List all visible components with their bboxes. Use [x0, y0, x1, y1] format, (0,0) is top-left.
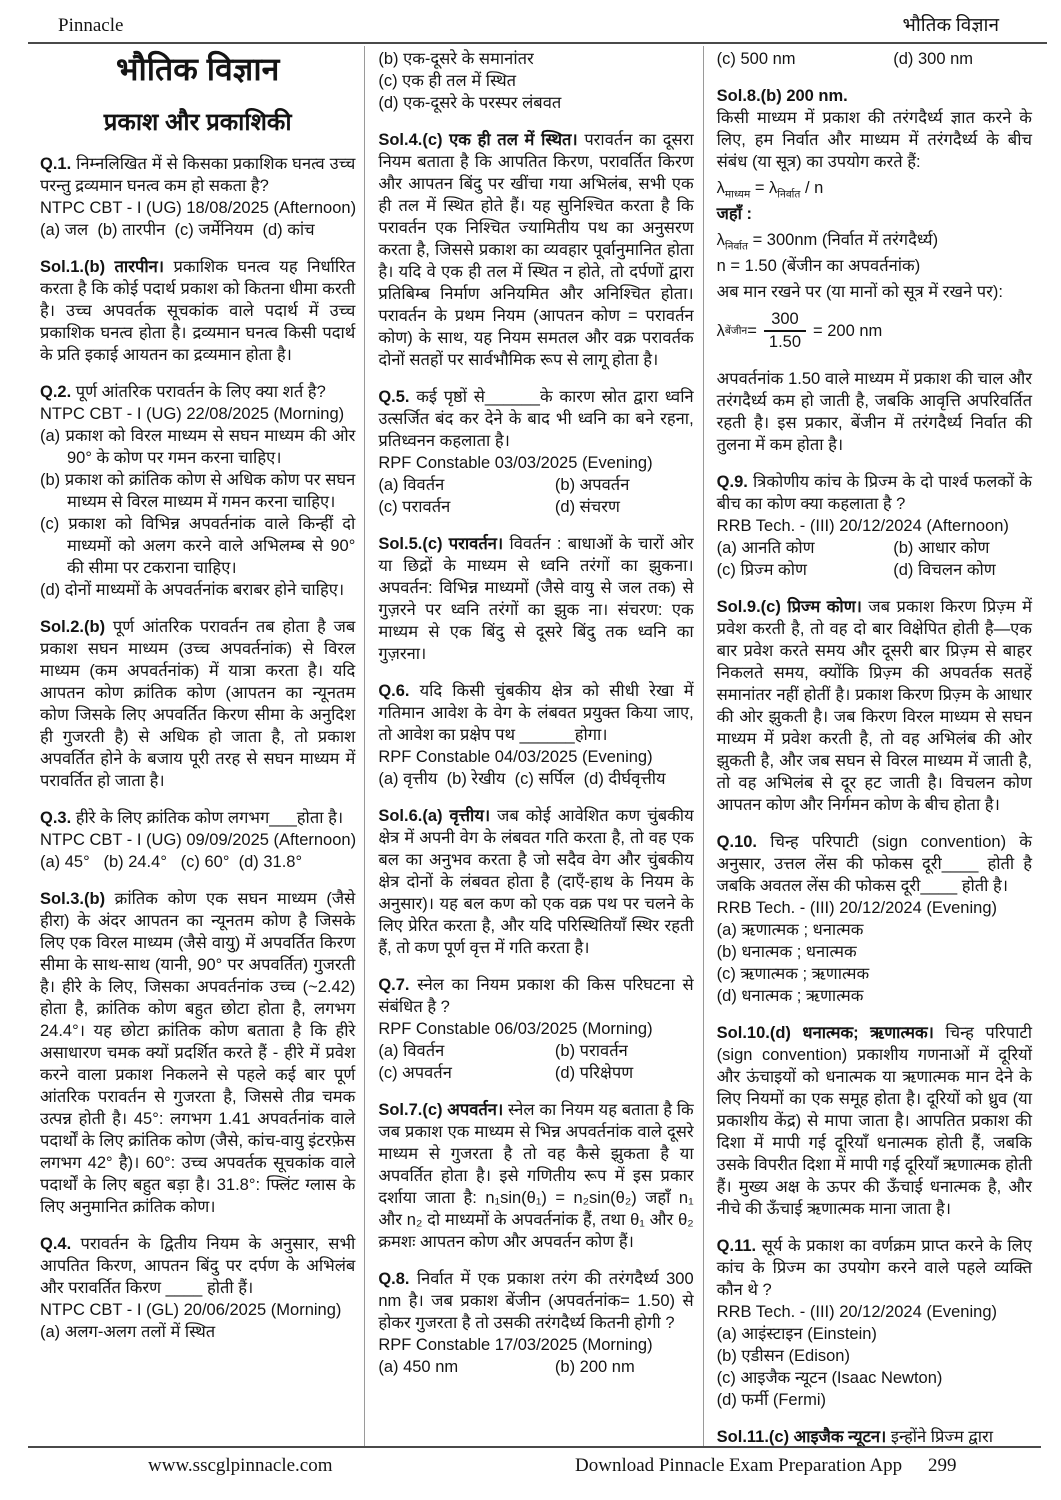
text-run: जब कोई आवेशित कण चुंबकीय क्षेत्र में अपनी वेग के लंबवत गति करता है, तो वह एक बल का अनुभव करता है जो सदैव वेग और चुंबकीय क्षेत्र दोनों के लंबवत होता है (दाएँ-हाथ के नियम के अनुसार)। यह बल कण को एक वक्र पथ पर चलने के लिए प्रेरित करता है, और यदि परिस्थितियाँ स्थिर रहती हैं, तो कण पूर्ण वृत्त में गति करता है।	[378, 807, 694, 957]
solution-paragraph	[378, 129, 693, 371]
option-item: (c) ऋणात्मक ; ऋणात्मक	[716, 965, 870, 983]
solution-paragraph	[717, 1022, 1032, 1220]
bold-lead-text: Sol.2.(b)	[40, 618, 106, 636]
subscript-text: निर्वात	[724, 240, 748, 253]
bold-lead-text: Q.5.	[378, 388, 410, 406]
text-run: = 300nm (निर्वात में तरंगदैर्ध्य)	[748, 231, 939, 249]
exam-source-line: RRB Tech. - (III) 20/12/2024 (Evening)	[716, 1303, 997, 1321]
bold-lead-text: Sol.1.(b) तारपीन।	[40, 258, 165, 276]
solution-paragraph	[717, 596, 1032, 816]
text-run: पूर्ण आंतरिक परावर्तन के लिए क्या शर्त है?	[71, 383, 326, 401]
text-run: परावर्तन का दूसरा नियम बताता है कि आपतित किरण, परावर्तित किरण और आपतन बिंदु पर खींचा गया अभिलंब, सभी एक ही तल में स्थित होते हैं। यह सुनिश्चित करता है कि परावर्तन एक निश्चित ज्यामितीय पथ का अनुसरण करता है, जिससे प्रकाश का व्यवहार पूर्वानुमानित होता है। यदि वे एक ही तल में स्थित न होते, तो दर्पणों द्वारा प्रतिबिम्ब निर्माण अनियमित और अनिश्चित होता। परावर्तन के प्रथम नियम (आपतन कोण = परावर्तन कोण) के साथ, यह नियम समतल और वक्र परावर्तक दोनों सतहों पर सार्वभौमिक रूप से लागू होता है।	[378, 131, 694, 369]
exam-source-line: RRB Tech. - (III) 20/12/2024 (Afternoon)	[716, 517, 1009, 535]
option-item: (a) विवर्तन	[378, 1042, 445, 1060]
option-item: (c) अपवर्तन	[378, 1064, 452, 1082]
question-paragraph	[40, 1233, 355, 1299]
options-list	[717, 919, 1032, 1007]
text-run: = 200 nm	[813, 322, 883, 340]
options-row: (a) जल (b) तारपीन (c) जर्मेनियम (d) कांच	[40, 221, 315, 239]
question-paragraph	[717, 831, 1032, 897]
solution-paragraph	[717, 368, 1032, 456]
question-paragraph	[717, 1235, 1032, 1301]
chapter-subtitle: प्रकाश और प्रकाशिकी	[103, 109, 292, 136]
bold-lead-text: Q.3.	[40, 809, 72, 827]
bold-lead-text: Q.8.	[378, 1270, 410, 1288]
text-run: =	[747, 322, 757, 340]
option-item: (b) अपवर्तन	[554, 476, 630, 494]
formula-line	[717, 255, 1032, 277]
exam-source-line: RPF Constable 04/03/2025 (Evening)	[378, 748, 653, 766]
options-grid	[378, 1356, 693, 1378]
column-1	[40, 46, 364, 1446]
text-run: त्रिकोणीय कांच के प्रिज्म के दो पार्श्व फलकों के बीच का कोण क्या कहलाता है ?	[716, 473, 1032, 513]
option-item: (d) 300 nm	[893, 50, 974, 68]
text-run: पूर्ण आंतरिक परावर्तन तब होता है जब प्रकाश सघन माध्यम (उच्च अपवर्तनांक) से विरल माध्यम (कम अपवर्तनांक) में यात्रा करता है। यदि आपतन कोण क्रांतिक कोण (आपतन का न्यूनतम कोण जिसके लिए अपवर्तित किरण सीमा के अनुदिश ही गुजरती है) से अधिक हो जाता है, तो प्रकाश अपवर्तित होने के बजाय पूरी तरह से सघन माध्यम में परावर्तित हो जाता है।	[40, 618, 356, 790]
bold-lead-text: Sol.11.(c) आइजैक न्यूटन।	[716, 1428, 887, 1446]
question-paragraph	[378, 680, 693, 746]
question-paragraph	[40, 807, 355, 829]
solution-paragraph	[378, 1099, 693, 1253]
text-run: प्रकाशिक घनत्व यह निर्धारित करता है कि कोई पदार्थ प्रकाश को कितना धीमा करती है। उच्च अपवर्तक सूचकांक वाले पदार्थ में उच्च प्रकाशिक घनत्व होता है। द्रव्यमान घनत्व किसी पदार्थ के प्रति इकाई आयतन का द्रव्यमान होता है।	[40, 258, 356, 364]
option-item: (d) एक-दूसरे के परस्पर लंबवत	[378, 94, 562, 112]
text-run: जब प्रकाश किरण प्रिज़्म में प्रवेश करती है, तो वह दो बार विक्षेपित होती है—एक बार प्रवेश करते समय और दूसरी बार प्रिज़्म से बाहर निकलते समय, क्योंकि प्रिज़्म की अपवर्तक सतहें समानांतर नहीं होतीं है। प्रकाश किरण प्रिज़्म के आधार की ओर झुकती है। जब किरण विरल माध्यम से सघन माध्यम में प्रवेश करती है, तो वह अभिलंब की ओर झुकती है, और जब सघन से विरल माध्यम में जाती है, तो वह अभिलंब से दूर हट जाती है। विचलन कोण आपतन कोण और निर्गमन कोण के बीच होता है।	[716, 598, 1032, 814]
footer-page-number: 299	[928, 1455, 957, 1476]
exam-source-line: NTPC CBT - I (UG) 09/09/2025 (Afternoon)	[40, 831, 357, 849]
option-item: (b) धनात्मक ; धनात्मक	[716, 943, 857, 961]
bold-lead-text: Sol.9.(c) प्रिज्म कोण।	[716, 598, 862, 616]
text-run: क्रांतिक कोण एक सघन माध्यम (जैसे हीरा) के अंदर आपतन का न्यूनतम कोण है जिसके लिए एक विरल माध्यम (जैसे वायु) में अपवर्तित किरण सीमा के साथ-साथ (यानी, 90° पर अपवर्तित) गुजरती है। हीरे के लिए, जिसका अपवर्तनांक उच्च (~2.42) होता है, क्रांतिक कोण बहुत छोटा होता है, लगभग 24.4°। यह छोटा क्रांतिक कोण बताता है कि हीरे असाधारण चमक क्यों प्रदर्शित करते हैं - हीरे में प्रवेश करने वाला प्रकाश निकलने से पहले कई बार पूर्ण आंतरिक परावर्तन से गुजरता है, जिससे तीव्र चमक उत्पन्न होती है। 45°: लगभग 1.41 अपवर्तनांक वाले पदार्थों के लिए क्रांतिक कोण (जैसे, कांच-वायु इंटरफ़ेस लगभग 42° है)। 60°: उच्च अपवर्तक सूचकांक वाले पदार्थों के लिए बहुत बड़ा है। 31.8°: फ्लिंट ग्लास के लिए अनुमानित क्रांतिक कोण।	[40, 890, 356, 1216]
question-paragraph	[378, 1268, 693, 1334]
subscript-text: निर्वात	[777, 188, 801, 201]
option-item: (a) 450 nm	[378, 1358, 459, 1376]
bold-lead-text: Q.2.	[40, 383, 72, 401]
solution-paragraph	[717, 85, 1032, 107]
option-item: (a) विवर्तन	[378, 476, 445, 494]
option-item: (b) आधार कोण	[893, 539, 990, 557]
bold-lead-text: Sol.7.(c) अपवर्तन।	[378, 1101, 504, 1119]
question-paragraph	[717, 471, 1032, 515]
option-item: (a) आनति कोण	[716, 539, 815, 557]
bold-lead-text: Q.10.	[716, 833, 758, 851]
option-item: (b) 200 nm	[554, 1358, 635, 1376]
text-run: हीरे के लिए क्रांतिक कोण लगभग___होता है।	[71, 809, 344, 827]
column-3	[703, 46, 1041, 1446]
bold-lead-text: Sol.6.(a) वृत्तीय।	[378, 807, 491, 825]
bold-lead-text: Sol.10.(d) धनात्मक; ऋणात्मक।	[716, 1024, 934, 1042]
exam-source-line: NTPC CBT - I (UG) 22/08/2025 (Morning)	[40, 405, 345, 423]
exam-source-line: RPF Constable 06/03/2025 (Morning)	[378, 1020, 653, 1038]
text-run: = λ	[750, 179, 778, 197]
option-item: (b) एक-दूसरे के समानांतर	[378, 50, 534, 68]
option-item: (a) ऋणात्मक ; धनात्मक	[716, 921, 864, 939]
options-grid	[378, 474, 693, 518]
formula-fraction-line: λ बेंजीन = $\frac{300}{1.50}$ = 200 nm	[716, 310, 883, 351]
header-subject: भौतिक विज्ञान	[902, 15, 999, 36]
question-paragraph	[378, 974, 693, 1018]
text-run: कई पृष्ठों से______के कारण स्रोत द्वारा ध्वनि उत्सर्जित बंद कर देने के बाद भी ध्वनि का बने रहना, प्रतिध्वनन कहलाता है।	[378, 388, 694, 450]
text-run: / n	[800, 179, 824, 197]
bold-lead-text: Sol.8.(b) 200 nm.	[716, 87, 848, 105]
text-run: स्नेल का नियम प्रकाश की किस परिघटना से संबंधित है ?	[378, 976, 694, 1016]
solution-paragraph	[40, 888, 355, 1218]
solution-paragraph	[717, 1426, 1032, 1446]
text-run: अपवर्तनांक 1.50 वाले माध्यम में प्रकाश की चाल और तरंगदैर्ध्य कम हो जाती है, जबकि आवृत्ति अपरिवर्तित रहती है। इस प्रकार, बेंजीन में तरंगदैर्ध्य निर्वात की तुलना में कम होता है।	[716, 370, 1032, 454]
subscript-text: माध्यम	[724, 188, 751, 201]
text-run: n = 1.50 (बेंजीन का अपवर्तनांक)	[716, 257, 921, 275]
chapter-title: भौतिक विज्ञान	[115, 51, 280, 87]
formula-label: जहाँ :	[716, 205, 753, 223]
solution-paragraph	[378, 533, 693, 665]
exam-source-line: RRB Tech. - (III) 20/12/2024 (Evening)	[716, 899, 997, 917]
option-item: (b) एडीसन (Edison)	[716, 1347, 850, 1365]
options-row: (a) वृत्तीय (b) रेखीय (c) सर्पिल (d) दीर्घवृत्तीय	[378, 770, 666, 788]
bold-lead-text: Sol.3.(b)	[40, 890, 106, 908]
text-run: अब मान रखने पर (या मानों को सूत्र में रखने पर):	[716, 283, 1003, 301]
exam-source-line: RPF Constable 03/03/2025 (Evening)	[378, 454, 653, 472]
formula-line	[717, 229, 1032, 251]
page-header	[0, 0, 1061, 42]
option-item: (c) 500 nm	[716, 50, 796, 68]
bold-lead-text: Q.7.	[378, 976, 410, 994]
solution-paragraph	[40, 256, 355, 366]
formula-line	[717, 281, 1032, 303]
option-item: (b) परावर्तन	[554, 1042, 628, 1060]
option-item: (d) दोनों माध्यमों के अपवर्तनांक बराबर होने चाहिए।	[40, 581, 345, 599]
bold-lead-text: Q.1.	[40, 155, 72, 173]
text-run: चिन्ह परिपाटी (sign convention) के अनुसार, उत्तल लेंस की फोकस दूरी____ होती है जबकि अवतल लेंस की फोकस दूरी____ होती है।	[716, 833, 1032, 895]
exam-source-line: NTPC CBT - I (UG) 18/08/2025 (Afternoon)	[40, 199, 357, 217]
bold-lead-text: Q.9.	[716, 473, 748, 491]
options-row: (a) 45° (b) 24.4° (c) 60° (d) 31.8°	[40, 853, 303, 871]
solution-paragraph	[378, 805, 693, 959]
header-brand: Pinnacle	[58, 15, 124, 36]
fraction	[762, 309, 808, 353]
formula-line	[717, 177, 1032, 199]
fraction-denominator: 1.50	[768, 333, 802, 351]
text-run: λ	[716, 179, 725, 197]
question-paragraph	[378, 386, 693, 452]
options-row: (a) अलग-अलग तलों में स्थित	[40, 1323, 216, 1341]
text-run: सूर्य के प्रकाश का वर्णक्रम प्राप्त करने के लिए कांच के प्रिज्म का उपयोग करने वाले पहले व्यक्ति कौन थे ?	[716, 1237, 1032, 1299]
text-run: λ	[716, 322, 725, 340]
option-item: (a) प्रकाश को विरल माध्यम से सघन माध्यम की ओर 90° के कोण पर गमन करना चाहिए।	[40, 427, 356, 467]
column-2	[364, 46, 702, 1446]
option-item: (d) परिक्षेपण	[554, 1064, 634, 1082]
text-run: विवर्तन : बाधाओं के चारों ओर या छिद्रों के माध्यम से ध्वनि तरंगों का झुकना। अपवर्तन: विभिन्न माध्यमों (जैसे वायु से जल तक) से गुज़रने पर ध्वनि तरंगों का झुक ना। संचरण: एक माध्यम से एक बिंदु से दूसरे बिंदु तक ध्वनि का गुज़रना।	[378, 535, 694, 663]
solution-paragraph	[40, 616, 355, 792]
option-item: (d) विचलन कोण	[893, 561, 996, 579]
text-run: निर्वात में एक प्रकाश तरंग की तरंगदैर्ध्य 300 nm है। जब प्रकाश बेंजीन (अपवर्तनांक= 1.50) से होकर गुजरता है तो उसकी तरंगदैर्ध्य कितनी होगी ?	[378, 1270, 694, 1332]
option-item: (d) संचरण	[554, 498, 620, 516]
options-list	[717, 1323, 1032, 1411]
option-item: (c) एक ही तल में स्थित	[378, 72, 517, 90]
bold-lead-text: Q.6.	[378, 682, 410, 700]
content-columns	[0, 44, 1061, 1446]
fraction-numerator: 300	[764, 309, 806, 332]
bold-lead-text: Sol.4.(c) एक ही तल में स्थित।	[378, 131, 578, 149]
page-footer	[0, 1448, 1061, 1494]
option-item: (c) आइजैक न्यूटन (Isaac Newton)	[716, 1369, 943, 1387]
options-list	[40, 425, 355, 601]
text-run: λ	[716, 231, 725, 249]
option-item: (c) प्रिज्म कोण	[716, 561, 807, 579]
exam-source-line: NTPC CBT - I (GL) 20/06/2025 (Morning)	[40, 1301, 342, 1319]
options-grid	[717, 537, 1032, 581]
text-run: चिन्ह परिपाटी (sign convention) प्रकाशीय गणनाओं में दूरियों और ऊंचाइयों को धनात्मक या ऋणात्मक मान देने के लिए नियमों का एक समूह होता है। दूरियों को ध्रुव (या प्रकाशीय केंद्र) से मापा जाता है। आपतित प्रकाश की दिशा में मापी गई दूरियाँ धनात्मक होती हैं, जबकि उसके विपरीत दिशा में मापी गई दूरियाँ ऋणात्मक होती हैं। मुख्य अक्ष के ऊपर की ऊँचाई धनात्मक है, और नीचे की ऊँचाई ऋणात्मक माना जाता है।	[716, 1024, 1032, 1218]
exam-source-line: RPF Constable 17/03/2025 (Morning)	[378, 1336, 653, 1354]
option-item: (a) आइंस्टाइन (Einstein)	[716, 1325, 877, 1343]
bold-lead-text: Q.11.	[716, 1237, 757, 1255]
option-item: (d) धनात्मक ; ऋणात्मक	[716, 987, 864, 1005]
text-run: निम्नलिखित में से किसका प्रकाशिक घनत्व उच्च परन्तु द्रव्यमान घनत्व कम हो सकता है?	[40, 155, 356, 195]
footer-app-text: Download Pinnacle Exam Preparation App	[575, 1455, 903, 1476]
bold-lead-text: Sol.5.(c) परावर्तन।	[378, 535, 504, 553]
text-run: यदि किसी चुंबकीय क्षेत्र को सीधी रेखा में गतिमान आवेश के वेग के लंबवत प्रयुक्त किया जाए, तो आवेश का प्रक्षेप पथ ______होगा।	[378, 682, 694, 744]
text-run: इन्होंने प्रिज्म द्वारा	[886, 1428, 994, 1446]
option-item: (b) प्रकाश को क्रांतिक कोण से अधिक कोण पर सघन माध्यम से विरल माध्यम में गमन करना चाहिए।	[40, 471, 356, 511]
text-run: स्नेल का नियम यह बताता है कि जब प्रकाश एक माध्यम से भिन्न अपवर्तनांक वाले दूसरे माध्यम से गुजरता है तो वह कैसे झुकता है या अपवर्तित होता है। इसे गणितीय रूप में इस प्रकार दर्शाया जाता है: n₁sin(θ₁) = n₂sin(θ₂) जहाँ n₁ और n₂ दो माध्यमों के अपवर्तनांक हैं, तथा θ₁ और θ₂ क्रमशः आपतन कोण और अपवर्तन कोण हैं।	[378, 1101, 694, 1251]
bold-lead-text: Q.4.	[40, 1235, 72, 1253]
text-run: किसी माध्यम में प्रकाश की तरंगदैर्ध्य ज्ञात करने के लिए, हम निर्वात और माध्यम में तरंगदैर्ध्य के बीच संबंध (या सूत्र) का उपयोग करते हैं:	[716, 109, 1032, 171]
option-item: (c) परावर्तन	[378, 498, 451, 516]
question-paragraph	[40, 381, 355, 403]
footer-website: www.sscglpinnacle.com	[148, 1455, 333, 1476]
options-list	[378, 48, 693, 114]
question-paragraph	[40, 153, 355, 197]
options-grid	[717, 48, 1032, 70]
body-paragraph	[717, 107, 1032, 173]
text-run: परावर्तन के द्वितीय नियम के अनुसार, सभी आपतित किरण, आपतन बिंदु पर दर्पण के अभिलंब और परावर्तित किरण ____ होती हैं।	[40, 1235, 356, 1297]
option-item: (c) प्रकाश को विभिन्न अपवर्तनांक वाले किन्हीं दो माध्यमों को अलग करने वाले अभिलम्ब से 90° की सीमा पर टकराना चाहिए।	[40, 515, 356, 577]
options-grid	[378, 1040, 693, 1084]
option-item: (d) फर्मी (Fermi)	[716, 1391, 827, 1409]
